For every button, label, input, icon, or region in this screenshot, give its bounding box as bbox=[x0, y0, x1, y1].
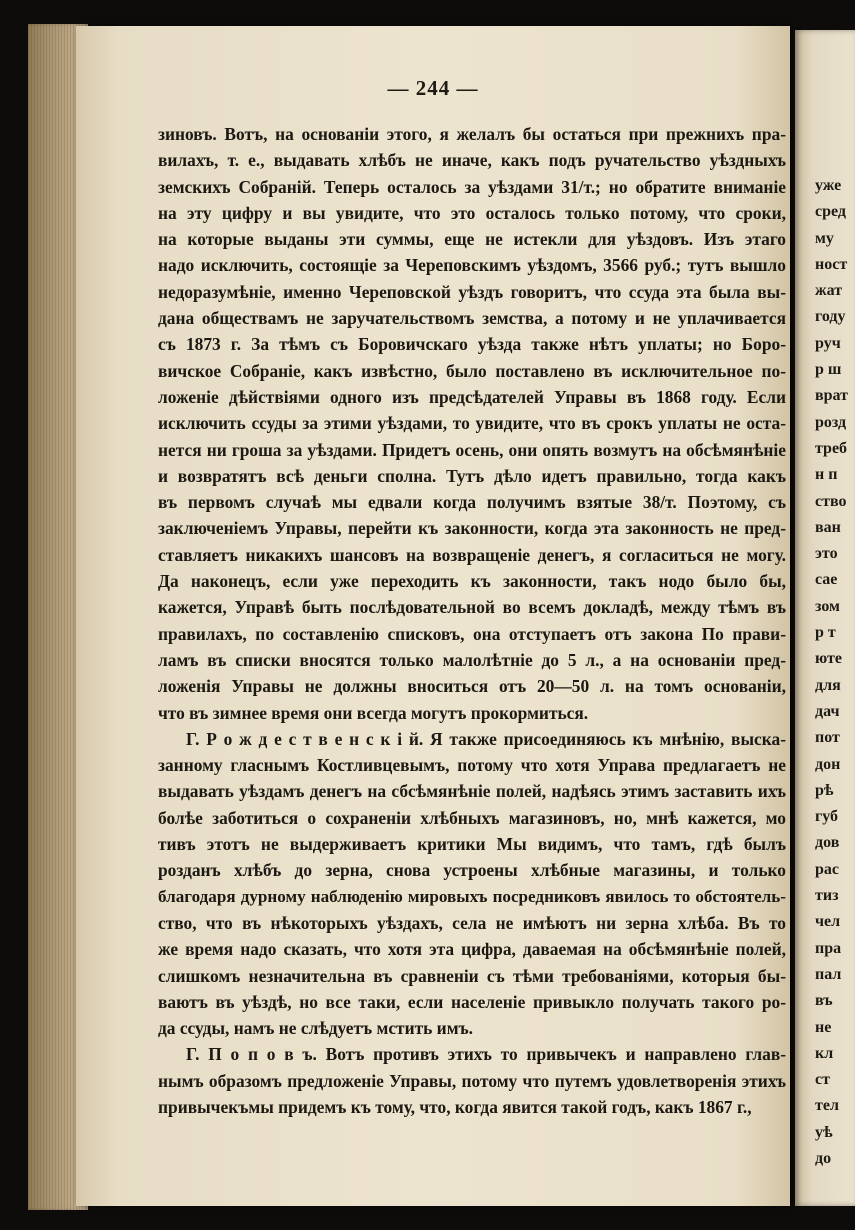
text-line: ставляетъ никакихъ шансовъ на возвращенiе денегъ, я согласиться не могу. bbox=[158, 544, 786, 565]
facing-page-fragment: тиз bbox=[815, 887, 839, 905]
text-line: выдавать уѣздамъ денегъ на сбсѣмянѣнiе полей, надѣясь этимъ заставить ихъ bbox=[158, 781, 786, 802]
facing-page-fragment: губ bbox=[815, 808, 839, 826]
facing-page-fragment: розд bbox=[815, 413, 847, 431]
text-line: на эту цифру и вы увидите, что это осталось только потому, что сроки, bbox=[158, 202, 786, 223]
facing-page-fragment: рас bbox=[815, 860, 839, 878]
facing-page-fragment: уѣ bbox=[815, 1123, 833, 1141]
text-line: кажется, Управѣ быть послѣдовательной во всемъ докладѣ, между тѣмъ въ bbox=[158, 597, 786, 618]
facing-page-fragment: году bbox=[815, 308, 846, 326]
facing-page-fragment: въ bbox=[815, 992, 833, 1010]
facing-page-fragment: сред bbox=[815, 203, 846, 221]
facing-page-fragment: дач bbox=[815, 702, 840, 720]
text-line: слишкомъ незначительна въ сравненiи съ тѣми требованiями, которыя бы- bbox=[158, 965, 786, 986]
facing-page-fragment: для bbox=[815, 676, 841, 694]
text-line: въ первомъ случаѣ мы едвали когда получимъ взятые 38/т. Поэтому, съ bbox=[158, 492, 786, 513]
facing-page-fragment: пра bbox=[815, 939, 842, 957]
text-line: ложенiе дѣйствiями одного изъ предсѣдателей Управы въ 1868 году. Если bbox=[158, 386, 786, 407]
text-line: надо исключить, состоящiе за Череповскимъ уѣздомъ, 3566 руб.; тутъ вышло bbox=[158, 255, 786, 276]
facing-page-fragment: треб bbox=[815, 439, 848, 457]
text-line: ваютъ въ уѣздѣ, но все таки, если населенiе привыкло получать такого ро- bbox=[158, 991, 786, 1012]
facing-page-fragment: р ш bbox=[815, 361, 842, 379]
text-line: розданъ хлѣбъ до зерна, снова устроены хлѣбные магазины, и только bbox=[158, 860, 786, 881]
text-line: ство, что въ нѣкоторыхъ уѣздахъ, села не имѣютъ ни зерна хлѣба. Въ то bbox=[158, 912, 786, 933]
facing-page-fragment: ство bbox=[815, 492, 847, 510]
facing-page-fragment: дон bbox=[815, 755, 841, 773]
facing-page-text-fragments bbox=[815, 173, 848, 1172]
facing-page-fragment: р т bbox=[815, 624, 836, 642]
text-line: зиновъ. Вотъ, на основанiи этого, я желалъ бы остаться при прежнихъ пра- bbox=[158, 124, 786, 144]
facing-page-fragment: зом bbox=[815, 597, 840, 615]
facing-page-fragment: ност bbox=[815, 255, 848, 273]
text-line: нымъ образомъ предложенiе Управы, потому что путемъ удовлетворенiя этихъ bbox=[158, 1070, 786, 1091]
facing-page-fragment: ст bbox=[815, 1071, 830, 1089]
facing-page-fragment: кл bbox=[815, 1044, 834, 1062]
text-line: Г. Р о ж д е с т в е н с к i й. Я также присоединяюсь къ мнѣнiю, выска- bbox=[186, 728, 786, 749]
text-line: съ 1873 г. За тѣмъ съ Боровичскаго уѣзда также нѣтъ уплаты; но Боро- bbox=[158, 334, 786, 355]
text-line: исключить ссуды за этими уѣздами, то увидите, что въ срокъ уплаты не оста- bbox=[158, 413, 786, 434]
text-line: земскихъ Собранiй. Теперь осталось за уѣздами 31/т.; но обратите вниманiе bbox=[158, 176, 786, 197]
facing-page-fragment: до bbox=[815, 1149, 832, 1167]
text-line: нется ни гроша за уѣздами. Придетъ осень, они опять возмутъ на обсѣмянѣнiе bbox=[158, 439, 786, 460]
facing-page-fragment: дов bbox=[815, 834, 840, 852]
text-line: да ссуды, намъ не слѣдуетъ мстить имъ. bbox=[158, 1018, 474, 1039]
facing-page-fragment: рѣ bbox=[815, 781, 834, 799]
text-line: привычекъмы придемъ къ тому, что, когда явится такой годъ, какъ 1867 г., bbox=[158, 1096, 752, 1117]
text-line: дана обществамъ не заручательствомъ земства, а потому и не уплачивается bbox=[158, 308, 786, 329]
text-line: что въ зимнее время они всегда могутъ прокормиться. bbox=[158, 702, 589, 723]
text-line: на которые выданы эти суммы, еще не истекли для уѣздовъ. Изъ этаго bbox=[158, 229, 786, 250]
text-line: вилахъ, т. е., выдавать хлѣбъ не иначе, какъ подъ ручательство уѣздныхъ bbox=[158, 150, 786, 171]
text-line: вичское Собранiе, какъ извѣстно, было поставлено въ исключительное по- bbox=[158, 360, 786, 381]
facing-page-fragment: му bbox=[815, 229, 834, 247]
facing-page-fragment: н п bbox=[815, 466, 838, 484]
text-line: заключенiемъ Управы, перейти къ законности, когда эта законность не пред- bbox=[158, 518, 786, 539]
book-page bbox=[76, 26, 790, 1206]
facing-page-fragment: это bbox=[815, 545, 838, 563]
text-line: тивъ этотъ не выдерживаетъ критики Мы видимъ, что тамъ, гдѣ былъ bbox=[158, 834, 786, 855]
facing-page-fragment: тел bbox=[815, 1097, 839, 1115]
text-line: ламъ въ списки вносятся только малолѣтнiе до 5 л., а на основанiи пред- bbox=[158, 649, 786, 670]
facing-page-fragment: ван bbox=[815, 518, 841, 536]
facing-page-fragment: уже bbox=[815, 177, 842, 194]
facing-page-fragment: пал bbox=[815, 965, 842, 983]
facing-page-fragment: врат bbox=[815, 387, 848, 405]
text-line: Г. П о п о в ъ. Вотъ противъ этихъ то привычекъ и направлено глав- bbox=[186, 1044, 786, 1065]
facing-page-fragment: пот bbox=[815, 729, 840, 747]
facing-page bbox=[795, 30, 855, 1206]
text-line: Да наконецъ, если уже переходить къ законности, такъ нодо было бы, bbox=[158, 571, 786, 592]
text-line: благодаря дурному наблюденiю мировыхъ посредниковъ явилось то обстоятель- bbox=[158, 886, 786, 906]
text-line: правилахъ, по составленiю списковъ, она отступаетъ отъ закона По прави- bbox=[158, 623, 786, 644]
text-line: недоразумѣнiе, именно Череповской уѣздъ говоритъ, что ссуда эта была вы- bbox=[158, 281, 786, 302]
facing-page-fragment: жат bbox=[815, 282, 843, 300]
text-line: и возвратятъ всѣ деньги сполна. Тутъ дѣло идетъ правильно, тогда какъ bbox=[158, 465, 786, 486]
text-line: занному гласнымъ Костливцевымъ, потому что хотя Управа предлагаетъ не bbox=[158, 755, 786, 776]
text-line: же время надо сказать, что хотя эта цифра, даваемая на обсѣмянѣнiе полей, bbox=[158, 939, 786, 960]
facing-page-fragment: не bbox=[815, 1018, 832, 1036]
page-number: — 244 — bbox=[387, 76, 479, 100]
text-line: ложенiя Управы не должны вноситься отъ 20—50 л. на томъ основанiи, bbox=[158, 676, 786, 697]
facing-page-fragment: юте bbox=[815, 650, 842, 668]
facing-page-fragment: сае bbox=[815, 571, 838, 589]
page-body-text bbox=[158, 121, 786, 1120]
text-line: болѣе заботиться о сохраненiи хлѣбныхъ магазиновъ, но, мнѣ кажется, мо bbox=[158, 807, 786, 828]
facing-page-fragment: чел bbox=[815, 913, 841, 931]
facing-page-fragment: руч bbox=[815, 334, 841, 352]
